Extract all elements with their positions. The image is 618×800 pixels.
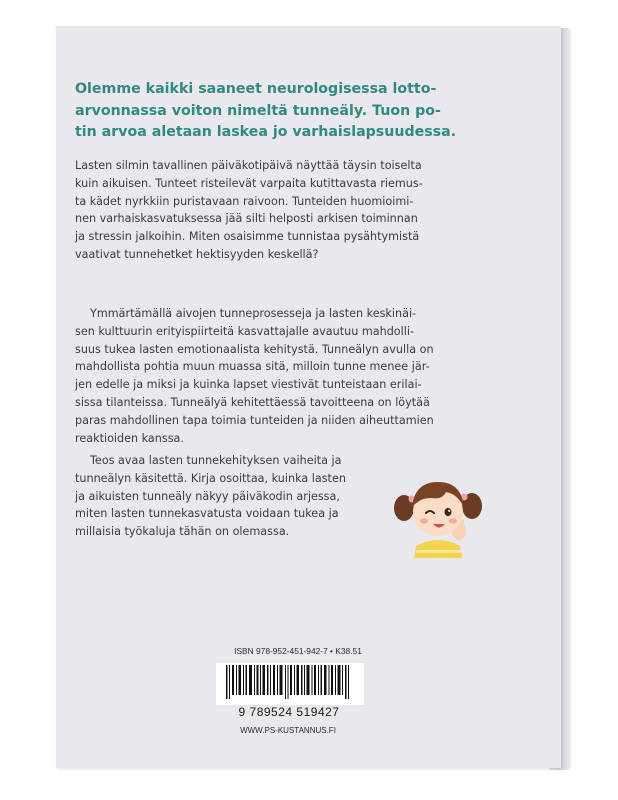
- text-line: sen kulttuurin erityispiirteitä kasvattajalle avautuu mahdolli-: [75, 324, 415, 338]
- text-line: mahdollista pohtia muun muassa sitä, milloin tunne menee jär-: [75, 360, 430, 374]
- paragraph-2: [75, 305, 460, 447]
- text-line: nen varhaiskasvatuksessa jää silti helposti arkisen toiminnan: [75, 212, 418, 226]
- text-line: miten lasten tunnekasvatusta voidaan tukea ja: [75, 507, 339, 521]
- lead-text: [75, 79, 480, 144]
- barcode-number: 9 789524 519427: [238, 705, 340, 719]
- text-line: ta kädet nyrkkiin puristavaan raivoon. Tunteiden huomioimi-: [75, 194, 414, 208]
- publisher-website: WWW.PS-KUSTANNUS.FI: [240, 726, 336, 735]
- paragraph-1: [75, 157, 460, 264]
- text-line: ja stressin jalkoihin. Miten osaisimme tunnistaa pysähtymistä: [75, 230, 420, 244]
- lead-line: Olemme kaikki saaneet neurologisessa lotto-: [75, 81, 437, 97]
- text-line: Ymmärtämällä aivojen tunneprosesseja ja lasten keskinäi-: [90, 307, 417, 320]
- text-line: kuin aikuisen. Tunteet risteilevät varpaita kutittavasta riemus-: [75, 176, 423, 190]
- text-line: jen edelle ja miksi ja kuinka lapset viestivät tunteistaan erilai-: [75, 378, 422, 392]
- lead-line: arvonnassa voiton nimeltä tunneäly. Tuon po-: [75, 102, 441, 119]
- text-line: sissa tilanteissa. Tunneälyä kehitettäessä tavoitteena on löytää: [75, 395, 430, 409]
- smiling-girl-winking-icon: [392, 468, 484, 558]
- lead-line: tin arvoa aletaan laskea jo varhaislapsuudessa.: [75, 124, 457, 140]
- barcode-bars: [226, 665, 352, 699]
- text-line: suus tukea lasten emotionaalista kehitystä. Tunneälyn avulla on: [75, 342, 434, 356]
- text-line: millaisia työkaluja tähän on olemassa.: [75, 525, 290, 539]
- text-line: Teos avaa lasten tunnekehityksen vaiheita ja: [90, 454, 342, 467]
- isbn-price: ISBN 978-952-451-942-7 • K38.51: [234, 646, 362, 656]
- text-line: paras mahdollinen tapa toimia tunteiden ja niiden aiheuttamien: [75, 413, 434, 427]
- text-line: vaativat tunnehetket hektisyyden keskellä?: [75, 247, 319, 261]
- text-line: Lasten silmin tavallinen päiväkotipäivä näyttää täysin toiselta: [75, 159, 422, 172]
- text-line: ja aikuisten tunneäly näkyy päiväkodin arjessa,: [75, 489, 340, 503]
- text-line: reaktioiden kanssa.: [75, 431, 184, 445]
- text-line: tunneälyn käsitettä. Kirja osoittaa, kuinka lasten: [75, 471, 346, 485]
